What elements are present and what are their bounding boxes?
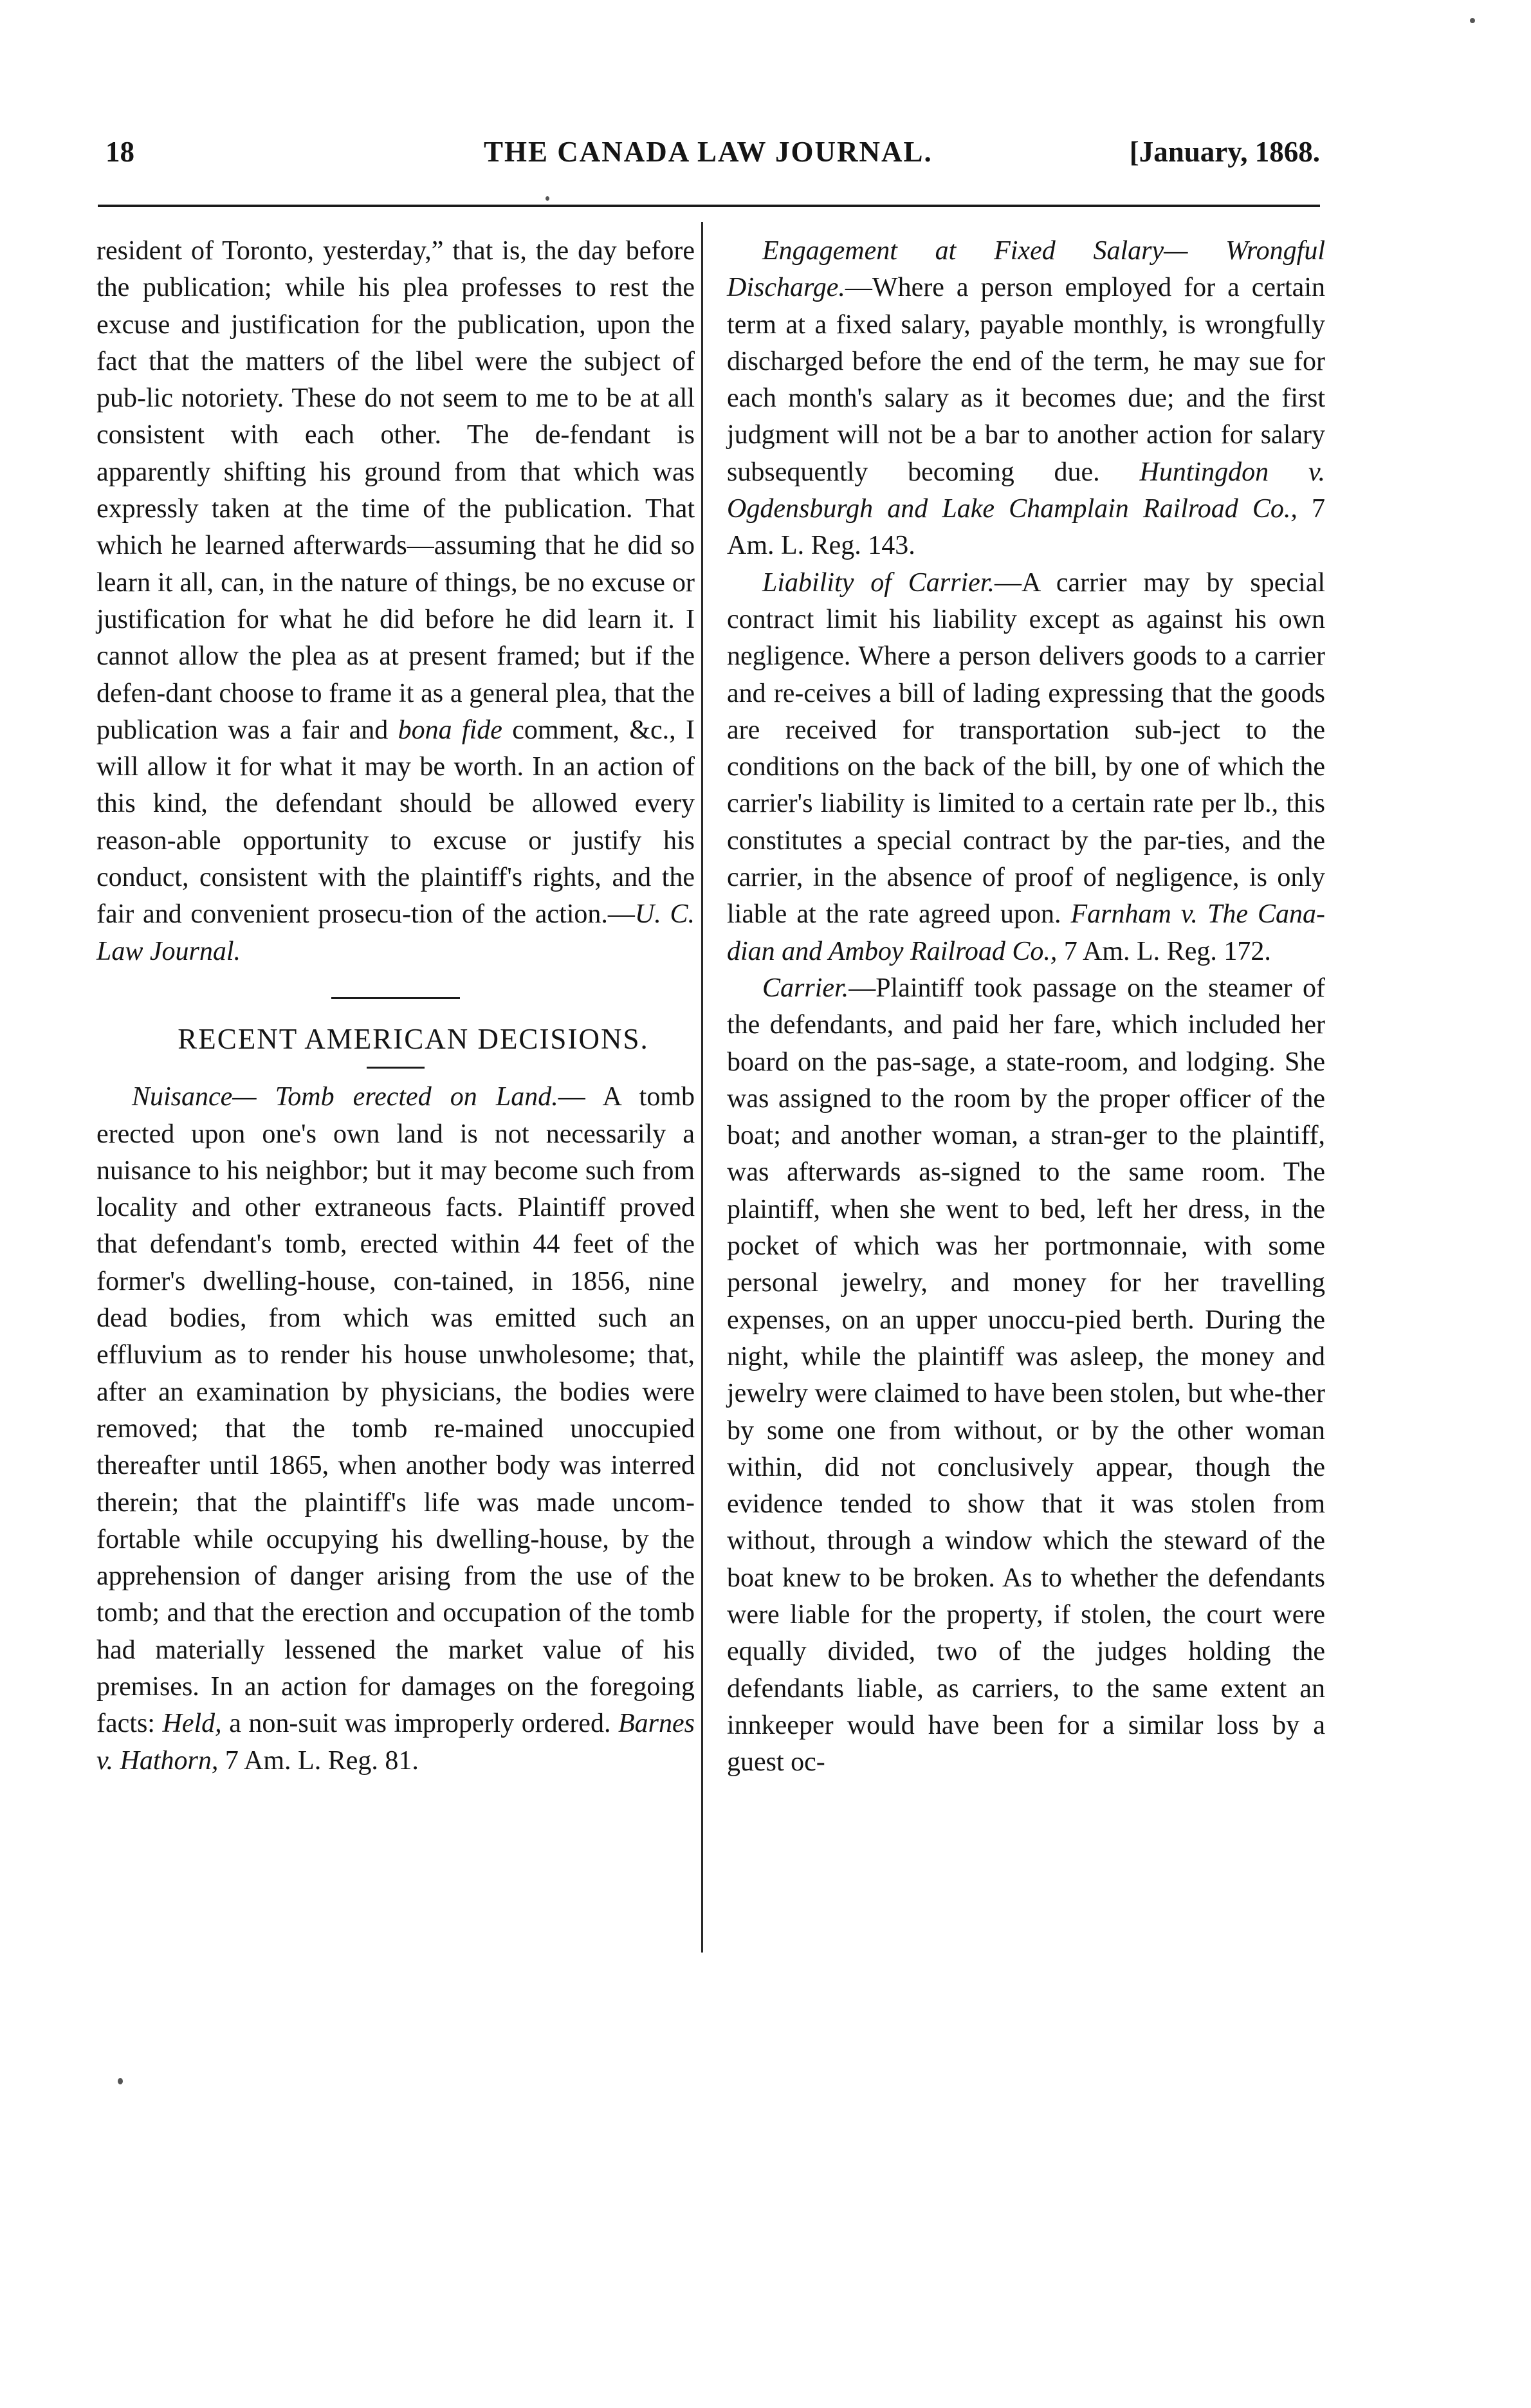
carrier-citation: 7 Am. L. Reg. 172.	[1063, 936, 1271, 966]
issue-date: [January, 1868.	[1129, 136, 1320, 168]
libel-text: resident of Toronto, yesterday,” that is, the day before the publication; while his plea professes to rest the excuse and justification for the publication, upon the fact that the matters of the libel were the subject of pub-lic notoriety. These do not seem to me to be at all consistent with each other. The de-fendant is apparently shifting his ground from that which was expressly taken at the time of the publication. That which he learned afterwards—assuming that he did so learn it all, can, in the nature of things, be no excuse or justification for what he did before he did learn it. I cannot allow the plea as at present framed; but if the defen-dant choose to frame it as a general plea, that the publication was a fair and	[96, 236, 695, 745]
bona-fide-phrase: bona fide	[398, 715, 502, 745]
page-number: 18	[105, 136, 134, 168]
nuisance-heading: Nuisance— Tomb erected on Land.	[132, 1082, 558, 1112]
journal-title: THE CANADA LAW JOURNAL.	[484, 136, 933, 168]
column-divider	[701, 222, 703, 1953]
right-column	[727, 233, 1325, 1781]
salary-paragraph	[727, 233, 1325, 565]
carrier-heading: Carrier.	[762, 973, 849, 1003]
salary-heading: Engagement at Fixed Salary— Wrongful Discharge.	[727, 236, 1325, 303]
libel-text-continued: comment, &c., I will allow it for what it may be worth. In an action of this kind, the defendant should be allowed every reason-able opportunity to excuse or justify his conduct, consistent with the plaintiff's rights, and the fair and convenient prosecu-tion of the action.—	[96, 715, 695, 930]
left-column	[96, 233, 695, 1779]
carrier-text: —Plaintiff took passage on the steamer of the defendants, and paid her fare, which included her board on the pas-sage, a state-room, and lodging. She was assigned to the room by the proper officer of the boat; and another woman, a stran-ger to the plaintiff, was afterwards as-signed to the same room. The plaintiff, when she went to bed, left her dress, in the pocket of which was her portmonnaie, with some personal jewelry, and money for her travelling expenses, on an upper unoccu-pied berth. During the night, while the plaintiff was asleep, the money and jewelry were claimed to have been stolen, but whe-ther by some one from without, or by the other woman within, did not conclusively appear, though the evidence tended to show that it was stolen from without, through a window which the steward of the boat knew to be broken. As to whether the defendants were liable for the property, if stolen, the court were equally divided, two of the judges holding the defendants liable, as carriers, to the same extent an innkeeper would have been for a similar loss by a guest oc-	[727, 973, 1325, 1778]
nuisance-text: — A tomb erected upon one's own land is not necessarily a nuisance to his neighbor; but it may become such from locality and other extraneous facts. Plaintiff proved that defendant's tomb, erected within 44 feet of the former's dwelling-house, con-tained, in 1856, nine dead bodies, from which was emitted such an effluvium as to render his house unwholesome; that, after an examination by physicians, the bodies were removed; that the tomb re-mained unoccupied thereafter until 1865, when another body was interred therein; that the plaintiff's life was made uncom-fortable while occupying his dwelling-house, by the apprehension of danger arising from the use of the tomb; and that the erection and occupation of the tomb had materially lessened the market value of his premises. In an action for damages on the foregoing facts:	[96, 1082, 695, 1739]
section-title: RECENT AMERICAN DECISIONS.	[178, 1022, 649, 1055]
salary-case-name: Huntingdon v. Ogdensburgh and Lake Champlain Railroad Co.,	[727, 457, 1325, 524]
nuisance-case-name: Barnes v. Hathorn,	[96, 1709, 695, 1776]
print-speck	[1470, 18, 1475, 23]
libel-source: U. C. Law Journal.	[96, 899, 695, 966]
carrier-liability-heading: Liability of Carrier.	[762, 567, 995, 598]
carrier-paragraph	[727, 970, 1325, 1781]
title-underline	[367, 1067, 425, 1069]
running-header	[98, 135, 1320, 180]
held-word: Held,	[162, 1709, 222, 1739]
nuisance-citation: 7 Am. L. Reg. 81.	[225, 1745, 419, 1776]
salary-text: —Where a person employed for a certain term at a fixed salary, payable monthly, is wrongfully discharged before the end of the term, he may sue for each month's salary as it becomes due; and the first judgment will not be a bar to another action for salary subsequently becoming due.	[727, 273, 1325, 487]
nuisance-paragraph	[96, 1079, 695, 1779]
carrier-case-name: Farnham v. The Cana-dian and Amboy Railroad Co.,	[727, 899, 1326, 966]
salary-citation: 7 Am. L. Reg. 143.	[727, 494, 1325, 561]
libel-paragraph	[96, 233, 695, 970]
section-divider	[331, 997, 460, 999]
carrier-liability-paragraph	[727, 565, 1325, 970]
carrier-liability-text: —A carrier may by special contract limit his liability except as against his own negligence. Where a person delivers goods to a carrier and re-ceives a bill of lading expressing that the goods are received for transportation sub-ject to the conditions on the back of the bill, by one of which the carrier's liability is limited to a certain rate per lb., this constitutes a special contract by the par-ties, and the carrier, in the absence of proof of negligence, is only liable at the rate agreed upon.	[727, 567, 1325, 930]
nuisance-holding: a non-suit was improperly ordered.	[229, 1709, 611, 1739]
header-rule	[98, 205, 1320, 207]
print-speck	[545, 196, 549, 201]
print-speck	[118, 2078, 123, 2084]
